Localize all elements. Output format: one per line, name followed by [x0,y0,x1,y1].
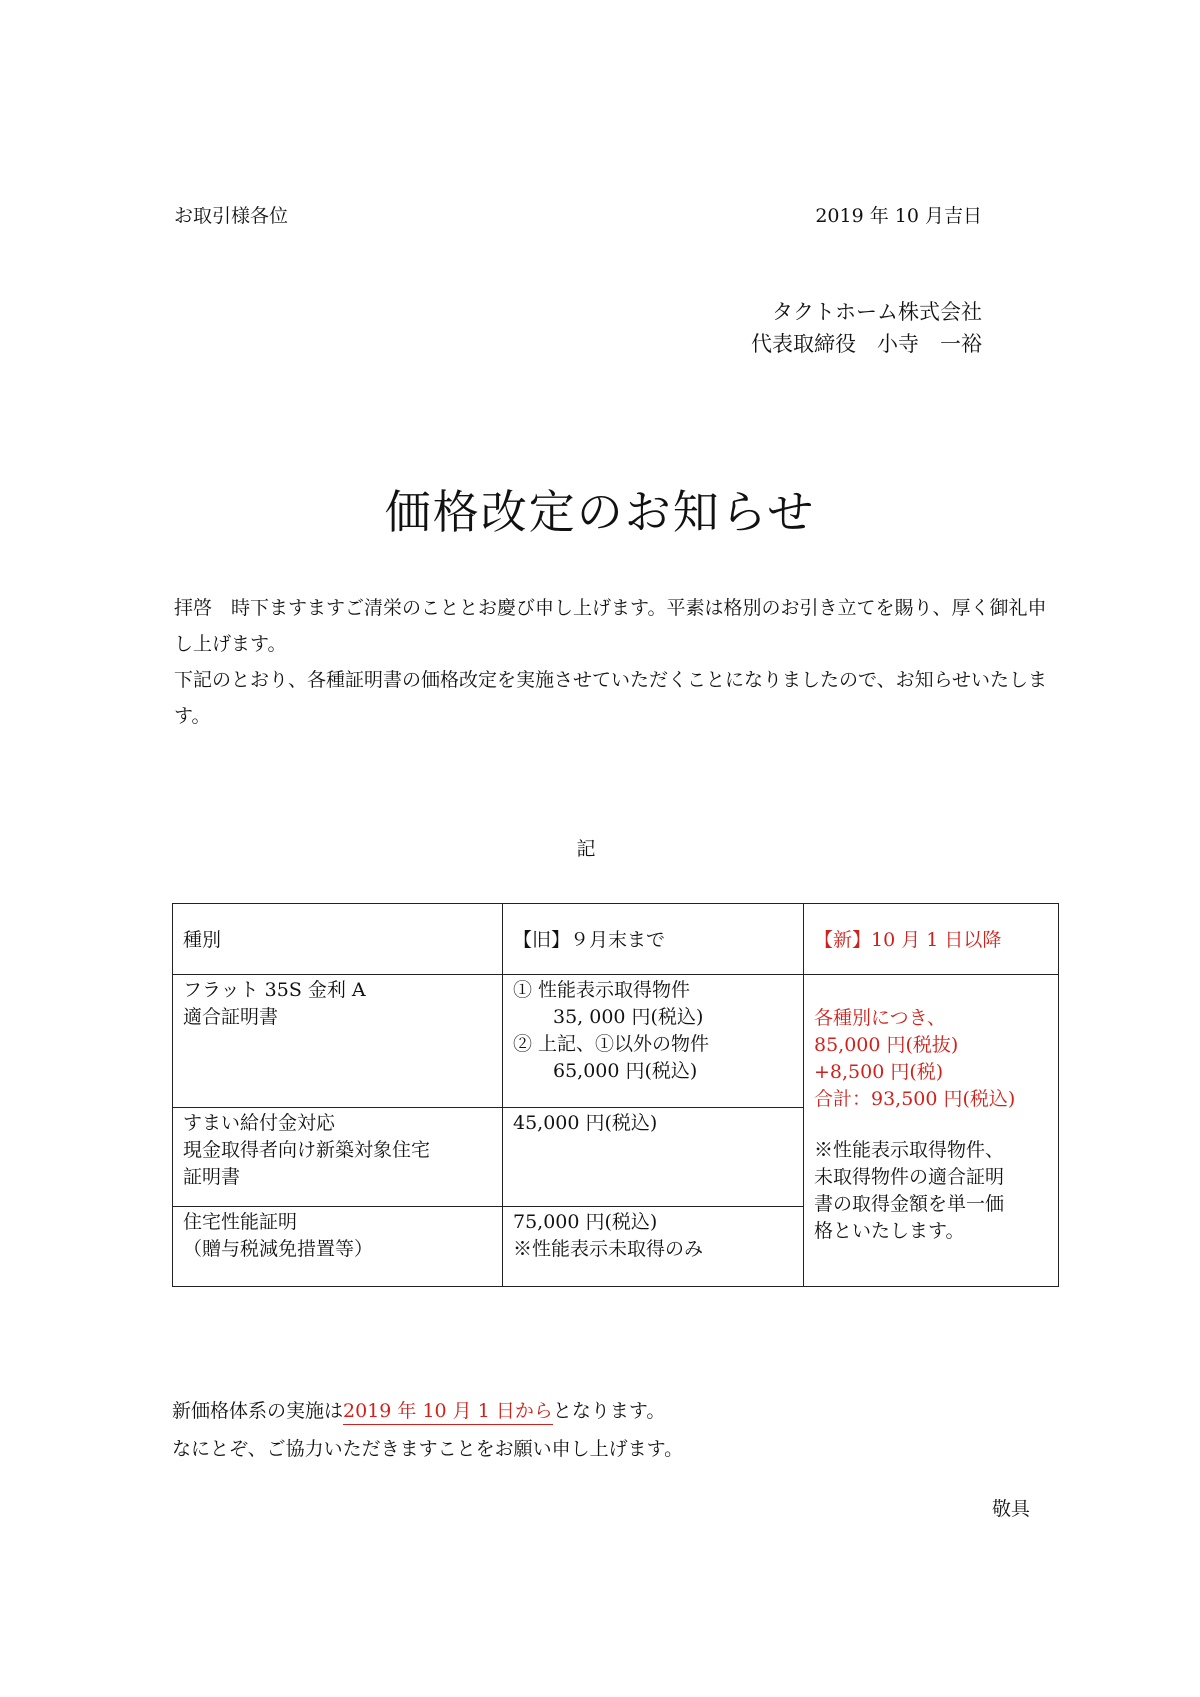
representative-name: 代表取締役 小寺 一裕 [751,332,982,356]
type-line: 住宅性能証明 [183,1211,298,1233]
type-line: フラット 35S 金利 A [183,979,366,1001]
row-type-cell [173,1108,503,1207]
effective-suffix: となります。 [552,1400,666,1422]
body-text [174,590,1054,734]
old-line: 75,000 円(税込) [513,1211,658,1233]
old-line: ※性能表示未取得のみ [513,1238,704,1260]
new-price-line: 合計：93,500 円(税込) [814,1088,1016,1110]
old-line: ① 性能表示取得物件 [513,979,691,1001]
issue-date: 2019 年 10 月吉日 [815,205,982,227]
recipient: お取引様各位 [174,205,289,227]
new-note-line: 格といたします。 [814,1220,965,1242]
old-line: 45,000 円(税込) [513,1112,658,1134]
company-name: タクトホーム株式会社 [772,300,982,324]
row-old-cell [503,1207,804,1287]
row-type-cell [173,975,503,1108]
old-line: ② 上記、①以外の物件 [513,1033,710,1055]
new-price-line: 各種別につき、 [814,1007,946,1029]
type-line: すまい給付金対応 [183,1112,336,1134]
row-old-cell [503,1108,804,1207]
request-line: なにとぞ、ご協力いただきますことをお願い申し上げます。 [172,1438,684,1460]
type-line: 証明書 [183,1166,241,1188]
header-old: 【旧】９月末まで [503,904,804,975]
effective-date-highlight: 2019 年 10 月 1 日から [343,1400,553,1425]
new-note-line: 書の取得金額を単一価 [814,1193,1005,1215]
new-note-line: ※性能表示取得物件、 [814,1139,1005,1161]
new-price-line: +8,500 円(税) [814,1061,944,1083]
new-price-line: 85,000 円(税抜) [814,1034,959,1056]
type-line: 現金取得者向け新築対象住宅 [183,1139,431,1161]
sender-block [751,296,982,360]
row-old-cell [503,975,804,1108]
old-line: 35, 000 円(税込) [553,1006,704,1028]
table-header-row [173,904,1059,975]
type-line: （贈与税減免措置等） [183,1238,374,1260]
table-row [173,975,1059,1108]
row-type-cell [173,1207,503,1287]
new-price-cell [804,975,1059,1287]
effective-prefix: 新価格体系の実施は [172,1400,344,1422]
ki-heading: 記 [576,838,596,860]
greeting-paragraph: 拝啓 時下ますますご清栄のこととお慶び申し上げます。平素は格別のお引き立てを賜り、厚く御礼申し上げます。 [174,597,1047,655]
page-title: 価格改定のお知らせ [384,485,816,539]
notice-paragraph: 下記のとおり、各種証明書の価格改定を実施させていただくことになりましたので、お知らせいたします。 [174,669,1048,727]
header-new: 【新】10 月 1 日以降 [804,904,1059,975]
type-line: 適合証明書 [183,1006,279,1028]
effective-date-line [172,1392,683,1430]
closing-text [172,1392,683,1468]
old-line: 65,000 円(税込) [553,1060,698,1082]
keigu: 敬具 [991,1498,1030,1520]
price-table [172,903,1059,1287]
new-note-line: 未取得物件の適合証明 [814,1166,1005,1188]
header-type: 種別 [173,904,503,975]
